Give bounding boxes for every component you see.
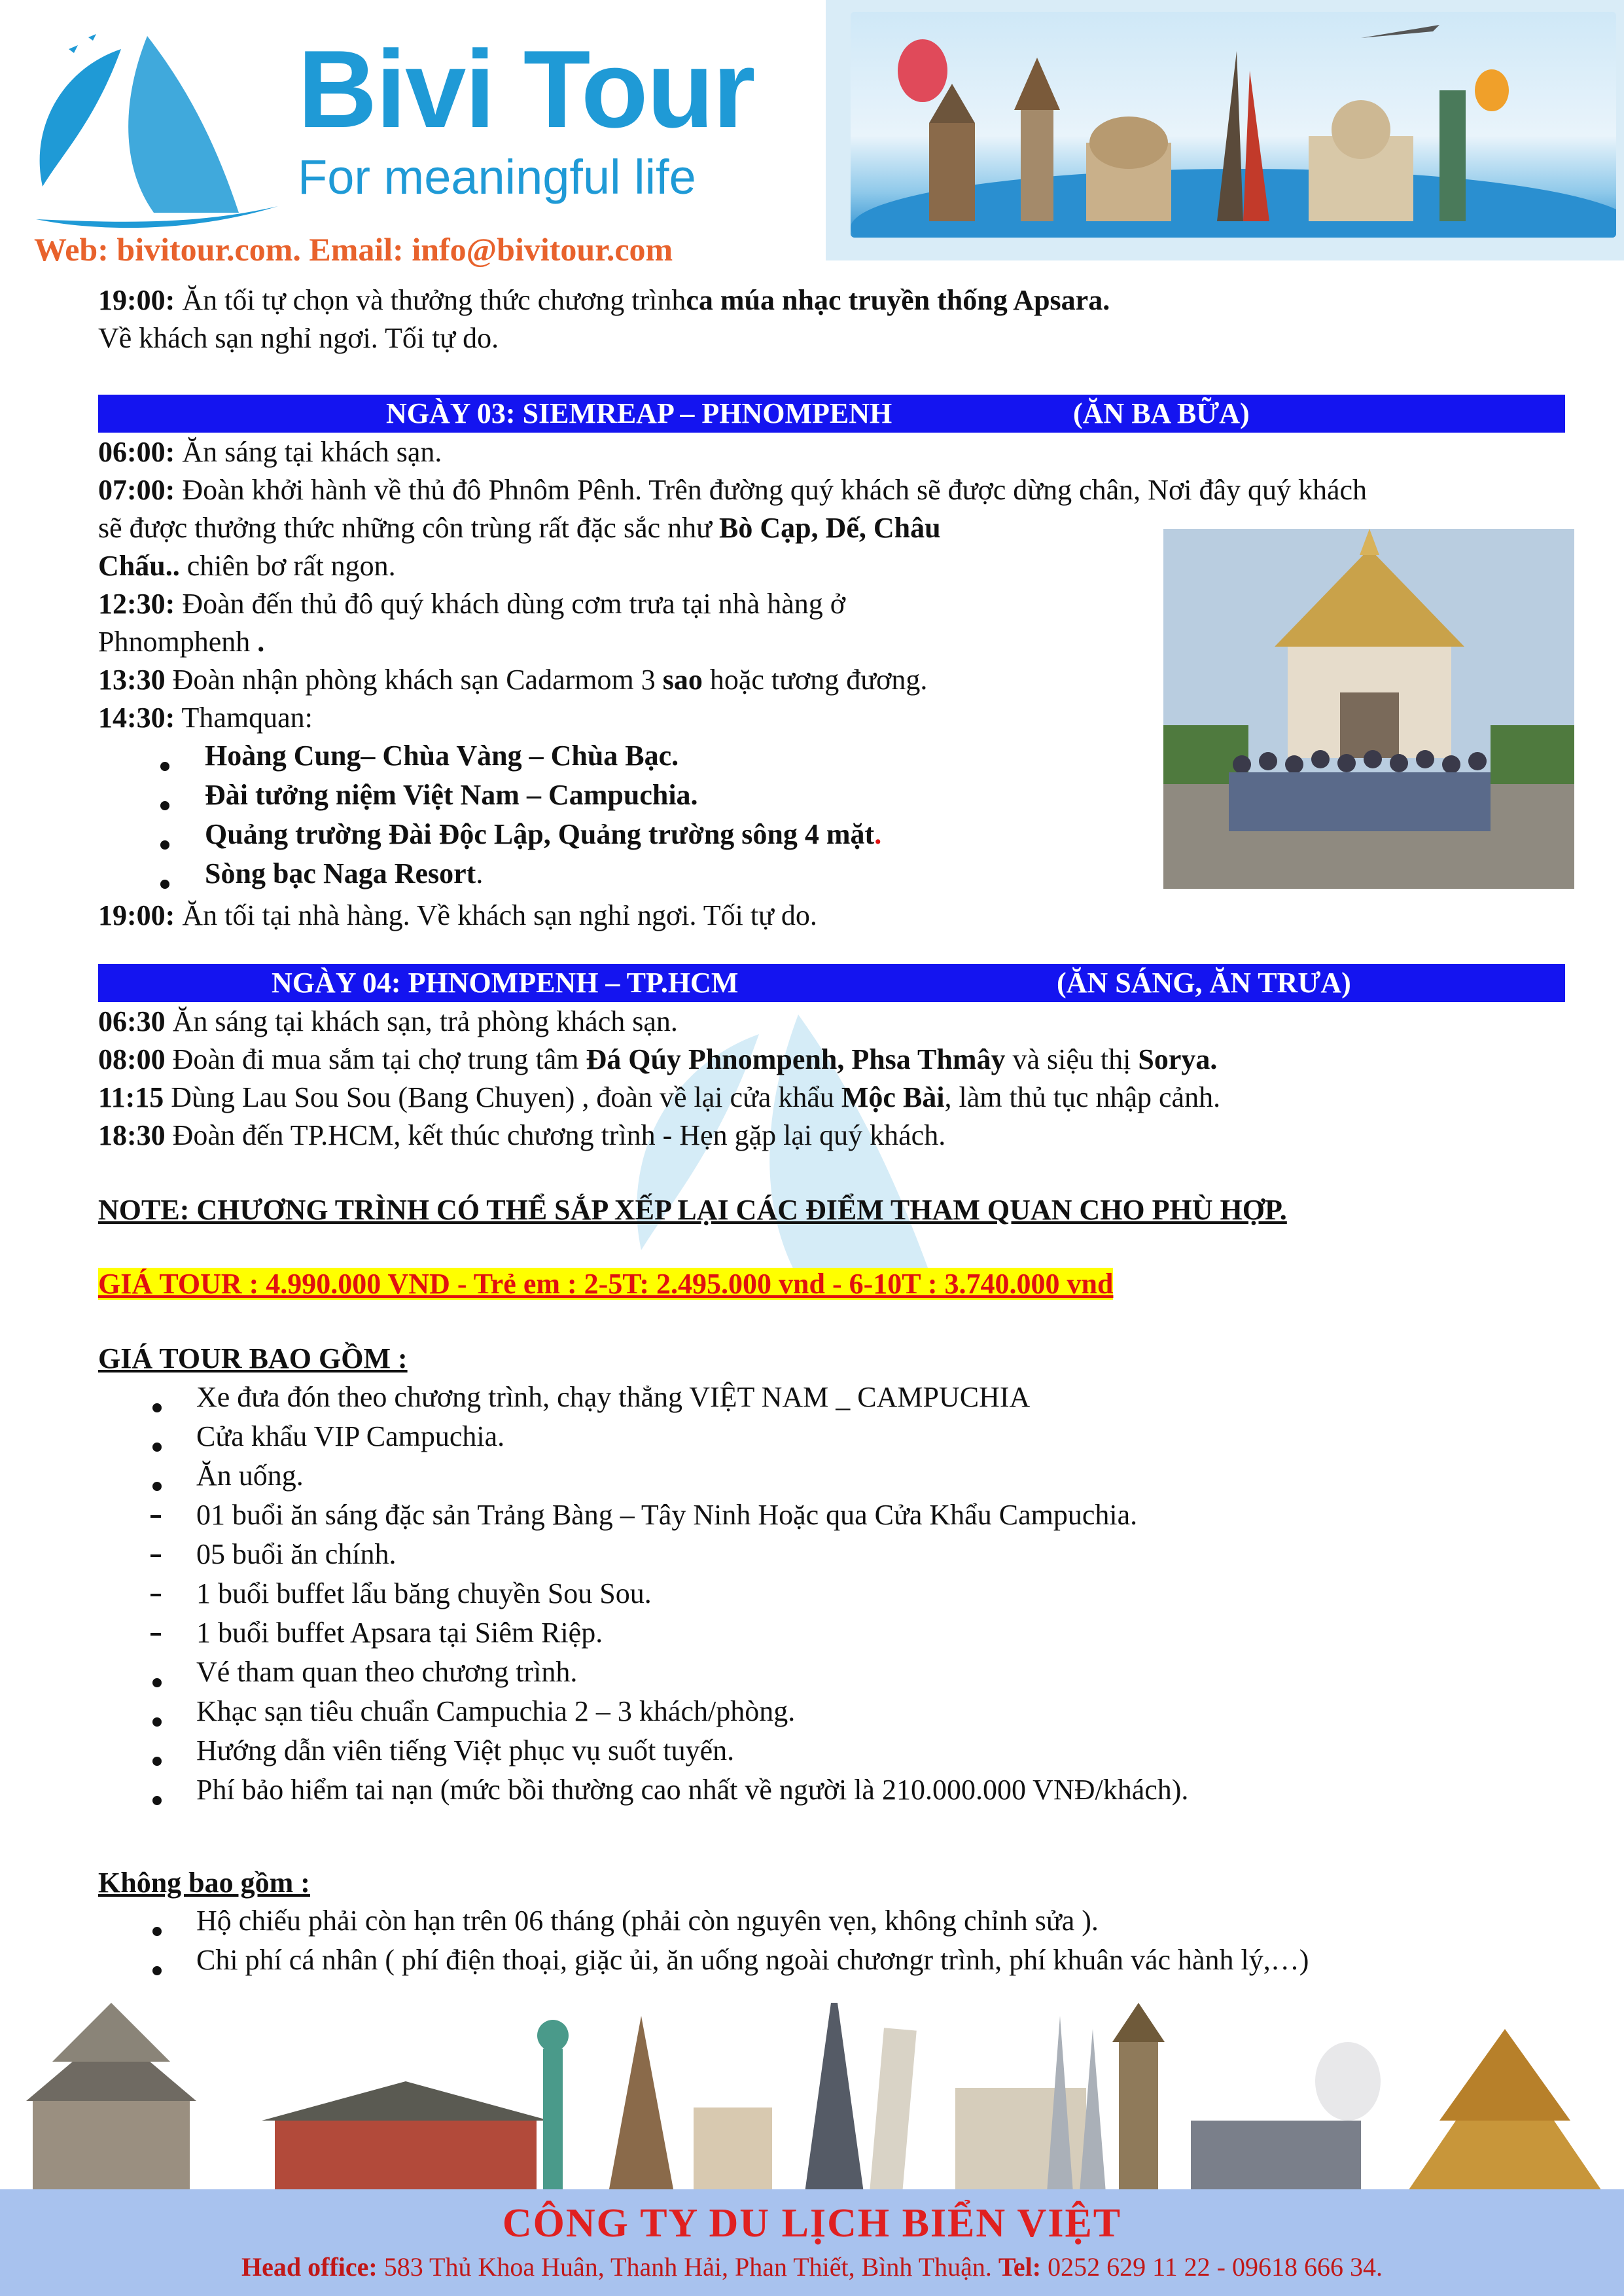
time-label: 14:30:: [98, 702, 175, 734]
filled-dot-icon: [152, 1908, 162, 1946]
line-bold: Chấu..: [98, 550, 180, 582]
brand-name: Bivi Tour: [298, 27, 754, 151]
day3-header-bar: [98, 395, 1565, 433]
include-item: Vé tham quan theo chương trình.: [196, 1656, 578, 1688]
day3-title: NGÀY 03: SIEMREAP – PHNOMPENH: [386, 397, 892, 429]
sight-item: Đài tưởng niệm Việt Nam – Campuchia.: [205, 779, 698, 811]
line-text: , làm thủ tục nhập cảnh.: [944, 1081, 1221, 1113]
time-label: 12:30:: [98, 588, 175, 620]
time-label: 18:30: [98, 1119, 166, 1151]
web-email-line: Web: bivitour.com. Email: info@bivitour.com: [34, 231, 673, 268]
sight-dot: .: [874, 818, 882, 850]
time-label: 11:15: [98, 1081, 164, 1113]
intro-bold: ca múa nhạc truyền thống Apsara.: [686, 284, 1110, 316]
office-label: Head office:: [241, 2252, 378, 2282]
exclude-item: Chi phí cá nhân ( phí điện thoại, giặc ủi, ăn uống ngoài chươngr trình, phí khuân vác hành lý,…): [196, 1944, 1309, 1976]
landmarks-illustration-icon: [851, 12, 1616, 238]
line-bold: Đá Qúy Phnompenh, Phsa Thmây: [586, 1043, 1006, 1075]
day3-line-6: [98, 623, 264, 661]
tel-numbers: 0252 629 11 22 - 09618 666 34.: [1041, 2252, 1383, 2282]
sight-item: [205, 816, 881, 853]
line-text: Ăn sáng tại khách sạn, trả phòng khách sạn.: [165, 1005, 678, 1037]
line-text: Đoàn khởi hành về thủ đô Phnôm Pênh. Trên đường quý khách sẽ được dừng chân, Nơi đây quý khách: [175, 474, 1368, 506]
day4-header-bar: [98, 964, 1565, 1002]
line-text: Đoàn nhận phòng khách sạn Cadarmom 3: [165, 664, 663, 696]
day3-line-1: [98, 433, 442, 471]
header-logo-area: [0, 0, 818, 275]
filled-dot-icon: [160, 743, 169, 781]
excludes-heading: Không bao gồm :: [98, 1867, 310, 1899]
line-bold: .: [257, 626, 265, 658]
sight-dot: .: [476, 857, 484, 889]
include-item: Ăn uống.: [196, 1460, 304, 1492]
dash-bullet-icon: [150, 1613, 161, 1651]
day4-title: NGÀY 04: PHNOMPENH – TP.HCM: [272, 967, 739, 999]
sight-item: [205, 855, 483, 893]
include-item: 1 buổi buffet Apsara tại Siêm Riệp.: [196, 1617, 603, 1649]
time-label: 06:00:: [98, 436, 175, 468]
line-text: Dùng Lau Sou Sou (Bang Chuyen) , đoàn về lại cửa khẩu: [164, 1081, 841, 1113]
dash-bullet-icon: [150, 1534, 161, 1572]
line-text: Đoàn đến TP.HCM, kết thúc chương trình - Hẹn gặp lại quý khách.: [165, 1119, 946, 1151]
line-text: Phnomphenh: [98, 626, 258, 658]
include-item: 05 buổi ăn chính.: [196, 1538, 397, 1570]
time-label: 13:30: [98, 664, 166, 696]
line-bold: sao: [662, 664, 703, 696]
company-name: CÔNG TY DU LỊCH BIỂN VIỆT: [502, 2201, 1122, 2246]
day3-line-5: [98, 585, 845, 623]
palace-photo-icon: [1163, 529, 1574, 889]
time-label: 08:00: [98, 1043, 166, 1075]
world-landmarks-skyline-icon: [0, 1990, 1624, 2193]
day4-line-3: [98, 1079, 1220, 1117]
line-text: Đoàn đến thủ đô quý khách dùng cơm trưa tại nhà hàng ở: [175, 588, 846, 620]
day4-line-4: [98, 1117, 945, 1155]
office-address: 583 Thủ Khoa Huân, Thanh Hải, Phan Thiết, Bình Thuận.: [377, 2252, 998, 2282]
time-label: 06:30: [98, 1005, 166, 1037]
time-label: 19:00:: [98, 284, 175, 316]
include-item: 01 buổi ăn sáng đặc sản Trảng Bàng – Tây Ninh Hoặc qua Cửa Khẩu Campuchia.: [196, 1499, 1138, 1531]
exclude-item: Hộ chiếu phải còn hạn trên 06 tháng (phải còn nguyên vẹn, không chỉnh sửa ).: [196, 1905, 1099, 1937]
line-text: hoặc tương đương.: [702, 664, 928, 696]
day4-meals: (ĂN SÁNG, ĂN TRƯA): [1057, 967, 1351, 999]
filled-dot-icon: [160, 821, 169, 859]
line-text: và siệu thị: [1005, 1043, 1139, 1075]
filled-dot-icon: [152, 1777, 162, 1815]
day3-meals: (ĂN BA BỮA): [1073, 397, 1250, 429]
line-text: chiên bơ rất ngon.: [179, 550, 396, 582]
price-line-wrap: [98, 1265, 1113, 1303]
time-label: 19:00:: [98, 899, 175, 931]
intro-line-2: Về khách sạn nghỉ ngơi. Tối tự do.: [98, 322, 499, 354]
day3-line-7: [98, 661, 927, 699]
sight-item: Hoàng Cung– Chùa Vàng – Chùa Bạc.: [205, 740, 679, 772]
filled-dot-icon: [152, 1738, 162, 1776]
group-photo-royal-palace: [1163, 529, 1574, 889]
include-item: Cửa khẩu VIP Campuchia.: [196, 1420, 505, 1452]
day3-line-4: [98, 547, 396, 585]
tel-label: Tel:: [998, 2252, 1042, 2282]
head-office-line: [0, 2251, 1624, 2282]
include-item: Hướng dẫn viên tiếng Việt phục vụ suốt tuyến.: [196, 1734, 735, 1767]
dash-bullet-icon: [150, 1573, 161, 1611]
filled-dot-icon: [152, 1659, 162, 1697]
line-text: Ăn tối tại nhà hàng. Về khách sạn nghỉ ngơi. Tối tự do.: [175, 899, 817, 931]
day3-line-3: [98, 509, 941, 547]
filled-dot-icon: [160, 782, 169, 820]
time-label: 07:00:: [98, 474, 175, 506]
sailboat-logo-icon: [23, 23, 291, 239]
line-text: Thamquan:: [175, 702, 313, 734]
filled-dot-icon: [152, 1424, 162, 1462]
intro-text: Ăn tối tự chọn và thưởng thức chương trình: [175, 284, 686, 316]
line-text: Đoàn đi mua sắm tại chợ trung tâm: [165, 1043, 586, 1075]
include-item: Phí bảo hiểm tai nạn (mức bồi thường cao nhất về người là 210.000.000 VNĐ/khách).: [196, 1774, 1189, 1806]
line-bold: Mộc Bài: [841, 1081, 945, 1113]
filled-dot-icon: [160, 861, 169, 899]
tour-price: GIÁ TOUR : 4.990.000 VND - Trẻ em : 2-5T: 2.495.000 vnd - 6-10T : 3.740.000 vnd: [98, 1268, 1114, 1300]
note-line: NOTE: CHƯƠNG TRÌNH CÓ THỂ SẮP XẾP LẠI CÁC ĐIỂM THAM QUAN CHO PHÙ HỢP.: [98, 1194, 1287, 1226]
filled-dot-icon: [152, 1384, 162, 1422]
day3-line-2: [98, 471, 1367, 509]
dash-bullet-icon: [150, 1495, 161, 1533]
sight-text: Sòng bạc Naga Resort: [205, 857, 476, 889]
day3-line-8: [98, 699, 313, 737]
line-bold: Bò Cạp, Dế, Châu: [719, 512, 941, 544]
brand-tagline: For meaningful life: [298, 150, 696, 204]
day4-line-2: [98, 1041, 1217, 1079]
sight-text: Quảng trường Đài Độc Lập, Quảng trường sông 4 mặt: [205, 818, 875, 850]
include-item: Khạc sạn tiêu chuẩn Campuchia 2 – 3 khách/phòng.: [196, 1695, 796, 1727]
intro-line-1: [98, 281, 1110, 319]
day3-line-9: [98, 897, 817, 935]
filled-dot-icon: [152, 1947, 162, 1985]
filled-dot-icon: [152, 1698, 162, 1736]
include-item: 1 buổi buffet lẩu băng chuyền Sou Sou.: [196, 1577, 652, 1609]
travel-landmarks-banner: [851, 12, 1616, 238]
include-item: Xe đưa đón theo chương trình, chạy thẳng VIỆT NAM _ CAMPUCHIA: [196, 1381, 1031, 1413]
line-text: sẽ được thưởng thức những côn trùng rất đặc sắc như: [98, 512, 719, 544]
day4-line-1: [98, 1003, 678, 1041]
line-bold: Sorya.: [1138, 1043, 1218, 1075]
includes-heading: GIÁ TOUR BAO GỒM :: [98, 1342, 408, 1374]
line-text: Ăn sáng tại khách sạn.: [175, 436, 442, 468]
